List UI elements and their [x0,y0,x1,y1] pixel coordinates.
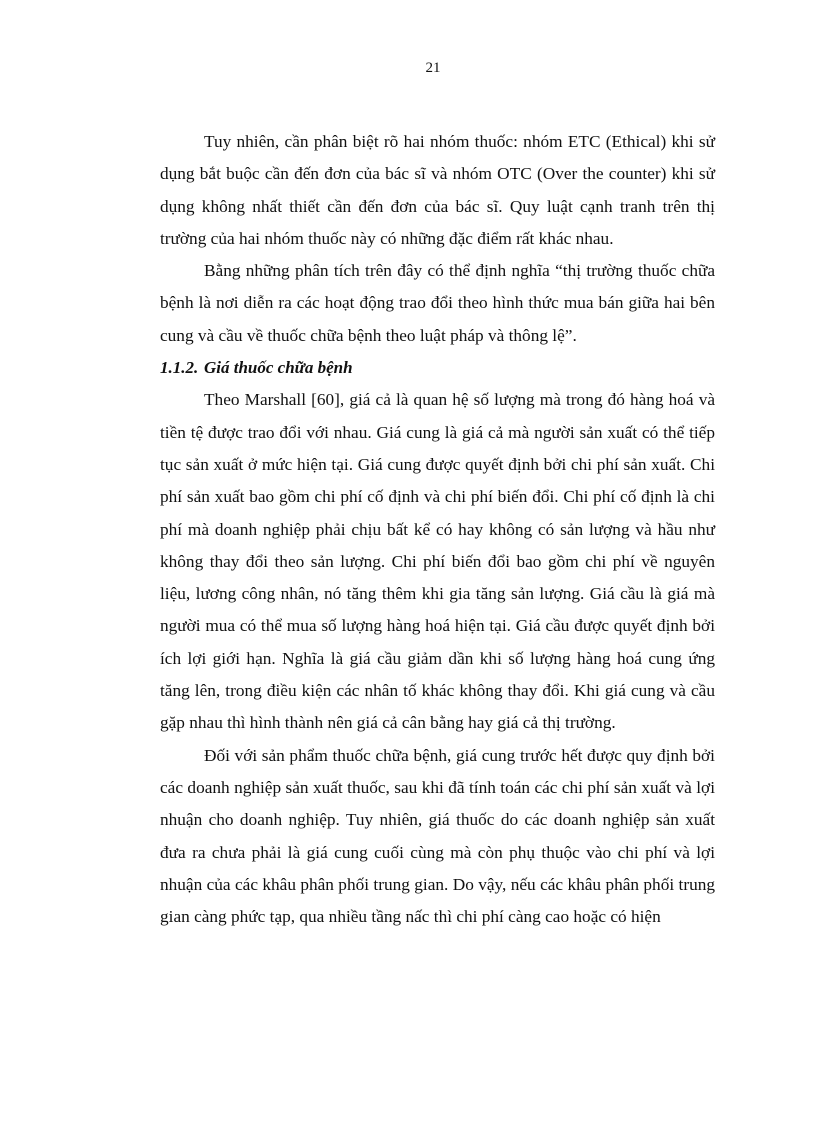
paragraph-drug-groups: Tuy nhiên, cần phân biệt rõ hai nhóm thuốc: nhóm ETC (Ethical) khi sử dụng bắt buộc cần đến đơn của bác sĩ và nhóm OTC (Over the counter) khi sử dụng không nhất thiết cần đến đơn của bác sĩ. Quy luật cạnh tranh trên thị trường của hai nhóm thuốc này có những đặc điểm rất khác nhau. [160,132,715,248]
page-number: 21 [425,60,441,76]
paragraph-marshall-price: Theo Marshall [60], giá cả là quan hệ số lượng mà trong đó hàng hoá và tiền tệ được trao đổi với nhau. Giá cung là giá cả mà người sản xuất có thể tiếp tục sản xuất ở mức hiện tại. Giá cung được quyết định bởi chi phí sản xuất. Chi phí sản xuất bao gồm chi phí cố định và chi phí biến đổi. Chi phí cố định là chi phí mà doanh nghiệp phải chịu bất kể có hay không có sản lượng và hầu như không thay đổi theo sản lượng. Chi phí biến đổi bao gồm chi phí về nguyên liệu, lương công nhân, nó tăng thêm khi gia tăng sản lượng. Giá cầu là giá mà người mua có thể mua số lượng hàng hoá hiện tại. Giá cầu được quyết định bởi ích lợi giới hạn. Nghĩa là giá cầu giảm dần khi số lượng hàng hoá cung ứng tăng lên, trong điều kiện các nhân tố khác không thay đổi. Khi giá cung và cầu gặp nhau thì hình thành nên giá cả cân bằng hay giá cả thị trường. [160,390,715,733]
section-number: 1.1.2. [160,358,199,378]
paragraph-drug-supply-price: Đối với sản phẩm thuốc chữa bệnh, giá cung trước hết được quy định bởi các doanh nghiệp sản xuất thuốc, sau khi đã tính toán các chi phí sản xuất và lợi nhuận cho doanh nghiệp. Tuy nhiên, giá thuốc do các doanh nghiệp sản xuất đưa ra chưa phải là giá cung cuối cùng mà còn phụ thuộc vào chi phí và lợi nhuận của các khâu phân phối trung gian. Do vậy, nếu các khâu phân phối trung gian càng phức tạp, qua nhiều tầng nấc thì chi phí càng cao hoặc có hiện [160,745,715,927]
document-body [160,126,715,933]
section-title: Giá thuốc chữa bệnh [204,358,353,378]
paragraph-market-definition: Bằng những phân tích trên đây có thể định nghĩa “thị trường thuốc chữa bệnh là nơi diễn ra các hoạt động trao đổi theo hình thức mua bán giữa hai bên cung và cầu về thuốc chữa bệnh theo luật pháp và thông lệ”. [160,261,715,345]
section-heading [160,352,715,384]
